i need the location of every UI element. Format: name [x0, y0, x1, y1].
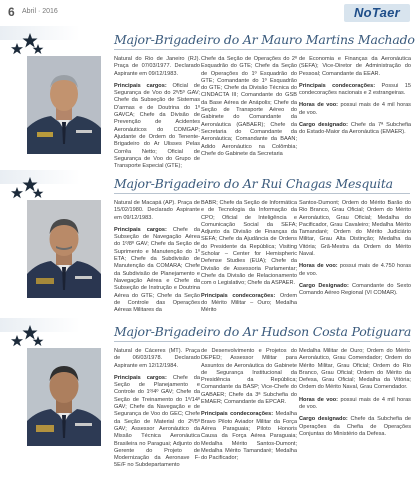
star-icon	[23, 33, 38, 48]
assignment-heading: Cargo Designado:	[299, 282, 349, 289]
origin-text: Natural do Rio de Janeiro (RJ). Praça de 07/03/1977. Declarado Aspirante em 09/12/1983.	[114, 56, 200, 77]
officer-title: Major-Brigadeiro do Ar Mauro Martins Machado	[114, 32, 415, 47]
decorations-heading: Principais condecorações:	[299, 82, 376, 89]
title-rule	[114, 341, 410, 342]
column-2	[201, 200, 297, 319]
officer-title: Major-Brigadeiro do Ar Rui Chagas Mesquita	[114, 176, 393, 191]
flight-hours-text: possui mais de 4.750 horas de voo.	[299, 263, 411, 277]
column-2	[201, 56, 297, 163]
cargos-continued: de Economia e Finanças da Aeronáutica (SEFA); Vice-Diretor de Administração do Pessoal; Comandante da EEAR.	[299, 56, 411, 77]
assignment-heading: Cargo designado:	[299, 416, 348, 423]
star-icon	[11, 187, 23, 198]
origin-text: Natural de Macapá (AP). Praça de 15/02/1980. Declarado Aspirante em 09/12/1983.	[114, 200, 200, 221]
decorations-heading: Principais condecorações:	[201, 292, 276, 299]
star-icon	[23, 325, 38, 340]
page-number: 6	[8, 5, 15, 19]
column-2	[201, 348, 297, 467]
cargos-text: Chefe da Subseção de Navegação Aérea do 1º/8º GAV; Chefe da Seção de Suprimento e Manutenção do 1º ETA; Chefe da Subdivisão de Manutenção da COMARA; Chefe da Subdivisão de Planejamento e Navegação Aérea e Chefe da Subseção de Instrução e Doutrina Aérea do GTE; Chefe da Seção de Controle das Operações Aéreas Militares da	[114, 226, 201, 314]
decorations-heading: Principais condecorações:	[201, 411, 274, 418]
column-3	[299, 56, 411, 142]
assignment-heading: Cargo designado:	[299, 122, 348, 129]
flight-hours-heading: Horas de voo:	[299, 396, 339, 403]
origin-text: Natural de Cáceres (MT). Praça de 06/03/1978. Declarado Aspirante em 12/12/1984.	[114, 348, 200, 369]
column-3	[299, 200, 411, 303]
officer-title: Major-Brigadeiro do Ar Hudson Costa Potiguara	[114, 324, 412, 339]
assignment-text: Chefe da Subchefia de Operações da Chefia de Operações Conjuntas do Ministério da Defesa.	[299, 416, 411, 437]
assignment-text: Chefe da 7ª Subchefia do Estado-Maior da Aeronáutica (EMAER).	[299, 122, 411, 136]
officer-profile-2	[0, 168, 418, 316]
magazine-logo: NoTaer	[344, 4, 410, 22]
cargos-continued: BABR; Chefe da Seção de Informática e de Tecnologia da Informação da CPO; Oficial de Inteligência e Comunicação Social da SEFA; Adjunto da Divisão de Finanças da SEFA; Chefe da Ajudância de Ordens do Presidente da República; Visiting Scholar – Center for Hemispheric Defense Studies (EUA); Chefe da Divisão de Assessoria Parlamentar; Chefe da Divisão de Relacionamento com o Legislativo; Chefe da ASPAER.	[201, 200, 297, 287]
decorations-text: Possui 15 condecorações nacionais e 2 estrangeiras.	[299, 82, 411, 97]
assignment-text: Comandante do Sexto Comando Aéreo Regional (VI COMAR).	[299, 282, 411, 297]
page-header	[0, 0, 418, 22]
cargos-heading: Principais cargos:	[114, 374, 167, 381]
column-3	[299, 348, 411, 443]
decorations-continued: Santos-Dumont; Ordem do Mérito Barão do Rio Branco, Grau Oficial; Ordem do Mérito Aeronáutico, Grau Oficial; Medalha do Pacificador, Grau Cavaleiro; Medalha Mérito Tamandaré; Ordem do Mérito Judiciário Militar, Grau Alta Distinção; Medalha da Vitória; Grã-Mestra da Ordem do Mérito Naval.	[299, 200, 411, 258]
cargos-continued: de Desenvolvimento e Projetos do DEPED; Assessor Militar para Assuntos de Aeronáutica do Gabinete de Segurança Institucional da Presidência da República; Comandante da BASP; Vice-Chefe do GABAER; Chefe da 3ª Subchefia do EMAER; Comandante da EPCAR.	[201, 348, 297, 406]
cargos-heading: Principais cargos:	[114, 82, 167, 89]
decorations-text: Ordem do Mérito Militar – Ouro; Medalha Mérito	[201, 292, 297, 314]
column-1	[114, 200, 200, 319]
star-icon	[33, 44, 44, 54]
column-1	[114, 56, 200, 175]
star-icon	[33, 336, 44, 346]
flight-hours-text: possui mais de 4 mil horas de voo.	[299, 396, 411, 411]
decorations-text: Medalha Bravo Piloto Aviador Militar da Força Aérea Paraguaia; Piloto Honoris Causa da Força Aérea Paraguaia; Medalha Mérito Santos-Dumont; Medalha Mérito Tamandaré; Medalha do Pacificador;	[201, 411, 297, 462]
officer-portrait	[27, 200, 101, 298]
flight-hours-heading: Horas de voo:	[299, 263, 338, 270]
cargos-continued: Chefe da Seção de Operações do 2º Esquadrão do GTE; Chefe da Seção de Operações do 1º Esquadrão do GTE; Comandante do 1º Esquadrão do GTE; Chefe da Divisão Técnica do CINDACTA III; Comandante do GSB da Base Aérea de Anápolis; Chefe da Seção de Transporte Aéreo do Gabinete do Comandante da Aeronáutica (GABAER); Chefe da Secretaria do Comandante da Aeronáutica; Comandante da BAAN; Adido Aeronáutico na Colômbia; Chefe do Gabinete da Secretaria	[201, 56, 297, 157]
title-rule	[114, 49, 410, 50]
officer-portrait	[27, 348, 101, 446]
column-1	[114, 348, 200, 475]
officer-profile-3	[0, 316, 418, 480]
issue-date: Abril · 2016	[22, 8, 58, 15]
star-icon	[11, 335, 23, 346]
flight-hours-heading: Horas de voo:	[299, 102, 339, 109]
cargos-text: Chefe da Seção de Planejamento e Controle do 1º/4º GAV; Chefe da Seção de Treinamento do 1º/14º GAV; Chefe da Navegação e de Segurança de Voo do GEC; Chefe da Seção de Material do 2º/5º GAV; Assessor Aeronáutico da Missão Técnica Aeronáutica Brasileira no Paraguai; Adjunto do Gerente do Projeto de Modernização da Aeronave F-5E/F no Subdepartamento	[114, 374, 201, 469]
star-icon	[23, 177, 38, 192]
officer-profile-1	[0, 24, 418, 170]
star-icon	[11, 43, 23, 54]
officer-portrait	[27, 56, 101, 154]
flight-hours-text: possui mais de 4 mil horas de voo.	[299, 102, 411, 116]
star-icon	[33, 188, 44, 198]
decorations-continued: Medalha Militar de Ouro; Ordem do Mérito Aeronáutico, Grau Comendador; Ordem do Mérito Militar, Grau Oficial; Ordem do Rio Branco, Grau Oficial; Ordem do Mérito da Defesa, Grau Oficial; Medalha da Vitória; Ordem do Mérito Naval, Grau Comendador.	[299, 348, 411, 391]
title-rule	[114, 193, 410, 194]
cargos-text: Oficial de Segurança de Voo do 2º/5º GAV; Chefe da Subseção de Sistemas D'armas e de Doutrina do 1º GAVCA; Chefe da Divisão de Prevenção de Acidentes Aeronáuticos do COMGAP; Ajudante de Ordem do Tenente-Brigadeiro do Ar Ulisses Pelas Corrêa Netto; Oficial de Segurança de Voo do Grupo de Transporte Especial (GTE);	[114, 82, 200, 170]
cargos-heading: Principais cargos:	[114, 226, 167, 233]
